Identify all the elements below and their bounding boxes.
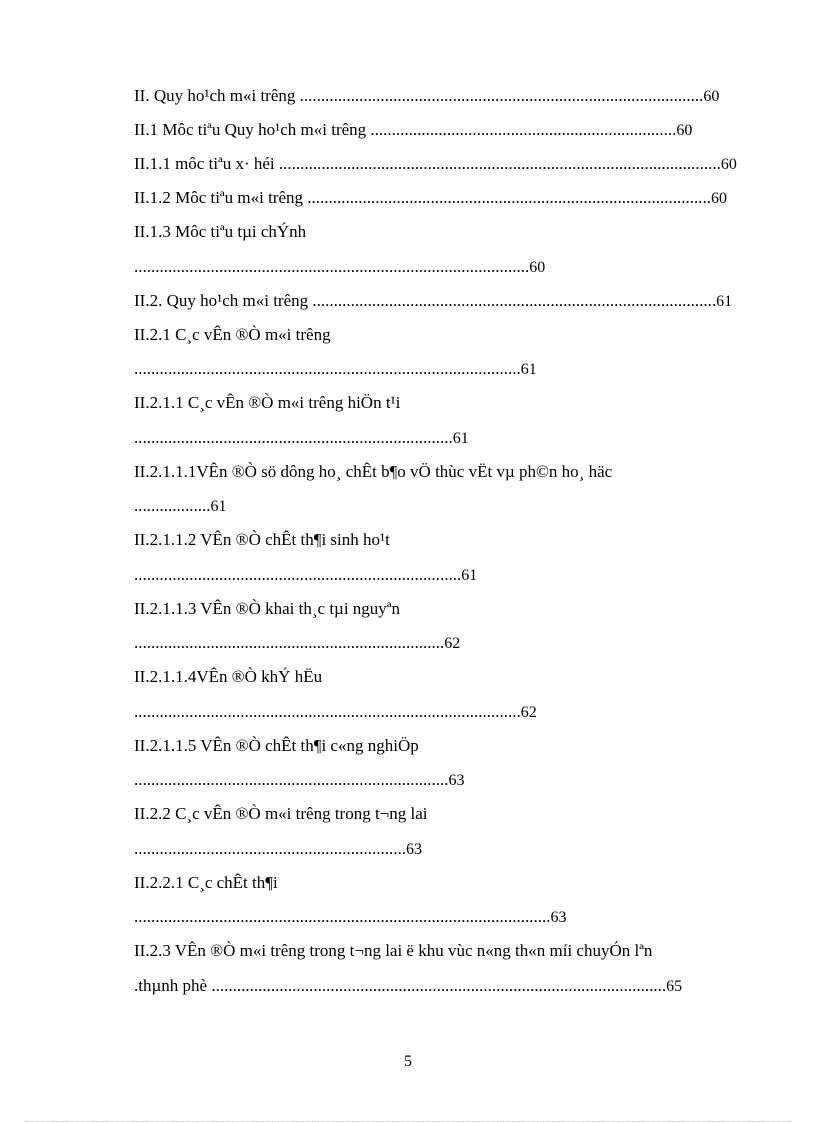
toc-entry: II.1.2 Môc tiªu m«i trêng ...............................................................................................60: [134, 188, 727, 207]
toc-entry: II.2.1.1.4VÊn ®Ò khÝ hËu: [134, 667, 323, 686]
toc-entry-continuation: ..........................................................................63: [134, 770, 465, 789]
toc-entry: II. Quy ho¹ch m«i trêng ...............................................................................................60: [134, 86, 720, 105]
page-bottom-edge: [26, 1121, 790, 1122]
toc-entry: II.1.1 môc tiªu x· héi ........................................................................................................60: [134, 154, 737, 173]
toc-entry-continuation: .............................................................................61: [134, 565, 478, 584]
toc-entry: II.2.1.1 C¸c vÊn ®Ò m«i trêng hiÖn t¹i: [134, 393, 401, 412]
toc-entry: II.2.1 C¸c vÊn ®Ò m«i trêng: [134, 325, 331, 344]
toc-entry: II.1.3 Môc tiªu tµi chÝnh: [134, 222, 307, 241]
toc-entry-continuation: ...........................................................................................62: [134, 702, 537, 721]
toc-entry-continuation: ..................61: [134, 496, 227, 515]
toc-entry: II.2.2 C¸c vÊn ®Ò m«i trêng trong t¬ng lai: [134, 804, 428, 823]
toc-entry: II.2.1.1.2 VÊn ®Ò chÊt th¶i sinh ho¹t: [134, 530, 390, 549]
toc-entry: II.2.1.1.3 VÊn ®Ò khai th¸c tµi nguyªn: [134, 599, 400, 618]
toc-entry: II.2.1.1.5 VÊn ®Ò chÊt th¶i c«ng nghiÖp: [134, 736, 419, 755]
toc-entry: II.2.1.1.1VÊn ®Ò sö dông ho¸ chÊt b¶o vÖ thùc vËt vµ ph©n ho¸ häc: [134, 462, 613, 481]
toc-entry-continuation: .............................................................................................60: [134, 257, 546, 276]
toc-entry-continuation: .........................................................................62: [134, 633, 461, 652]
toc-entry: II.2.2.1 C¸c chÊt th¶i: [134, 873, 278, 892]
toc-entry-continuation: ..................................................................................................63: [134, 907, 567, 926]
toc-entry: II.1 Môc tiªu Quy ho¹ch m«i trêng ........................................................................60: [134, 120, 693, 139]
toc-entry-continuation: ...........................................................................61: [134, 428, 469, 447]
toc-entry-continuation: .thµnh phè ...........................................................................................................65: [134, 976, 683, 995]
toc-entry-continuation: ................................................................63: [134, 839, 422, 858]
page-number: 5: [404, 1053, 412, 1070]
toc-entry-continuation: ...........................................................................................61: [134, 359, 537, 378]
toc-entry: II.2.3 VÊn ®Ò m«i trêng trong t¬ng lai ë khu vùc n«ng th«n míi chuyÓn lªn: [134, 941, 653, 960]
toc-entry: II.2. Quy ho¹ch m«i trêng ...............................................................................................61: [134, 291, 733, 310]
